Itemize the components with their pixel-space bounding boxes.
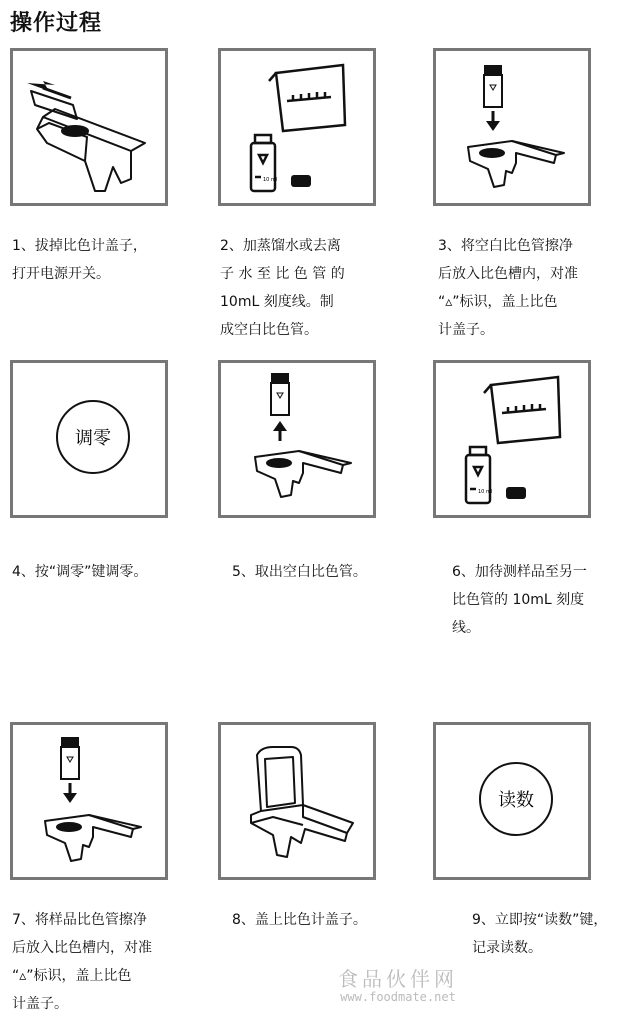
zero-button-illustration [13,363,165,515]
remove-tube-illustration [221,363,373,515]
step-5-text: 5、取出空白比色管。 [232,564,367,580]
close-lid-illustration [221,725,373,877]
pour-water-illustration [221,51,373,203]
insert-sample-illustration [13,725,165,877]
cap-icon [291,175,311,187]
step-9-text: 9、立即按“读数”键， 记录读数。 [472,912,608,956]
illustration-step-2 [218,48,376,206]
step-1-text: 1、拔掉比色计盖子， 打开电源开关。 [12,238,147,282]
cap-icon [506,487,526,499]
illustration-step-1 [10,48,168,206]
open-lid-illustration [13,51,165,203]
page-title: 操作过程 [10,11,103,36]
add-sample-illustration [436,363,588,515]
step-6-text: 6、加待测样品至另一 比色管的 10mL 刻度 线。 [452,564,587,636]
bottle-label: 10 ml [263,177,278,183]
bottle-label: 10 ml [478,489,493,495]
insert-tube-illustration [436,51,588,203]
illustration-step-3 [433,48,591,206]
watermark [338,968,458,1004]
step-7-text: 7、将样品比色管擦净 后放入比色槽内，对准 “▵”标识，盖上比色 计盖子。 [12,912,152,1012]
illustration-step-5 [218,360,376,518]
watermark-name: 食品伙伴网 [338,967,458,991]
watermark-url: www.foodmate.net [340,990,456,1004]
step-3-text: 3、将空白比色管擦净 后放入比色槽内，对准 “▵”标识，盖上比色 计盖子。 [438,238,578,338]
illustration-step-7 [10,722,168,880]
step-4-text: 4、按“调零”键调零。 [12,564,148,580]
step-8-text: 8、盖上比色计盖子。 [232,912,367,928]
illustration-step-8 [218,722,376,880]
read-button-illustration [436,725,588,877]
illustration-step-4 [10,360,168,518]
step-2-text: 2、加蒸馏水或去离 子 水 至 比 色 管 的 10mL 刻度线。制 成空白比色管。 [220,238,345,338]
zero-button-label: 调零 [75,428,111,449]
illustration-step-6 [433,360,591,518]
illustration-step-9 [433,722,591,880]
read-button-label: 读数 [498,790,534,811]
